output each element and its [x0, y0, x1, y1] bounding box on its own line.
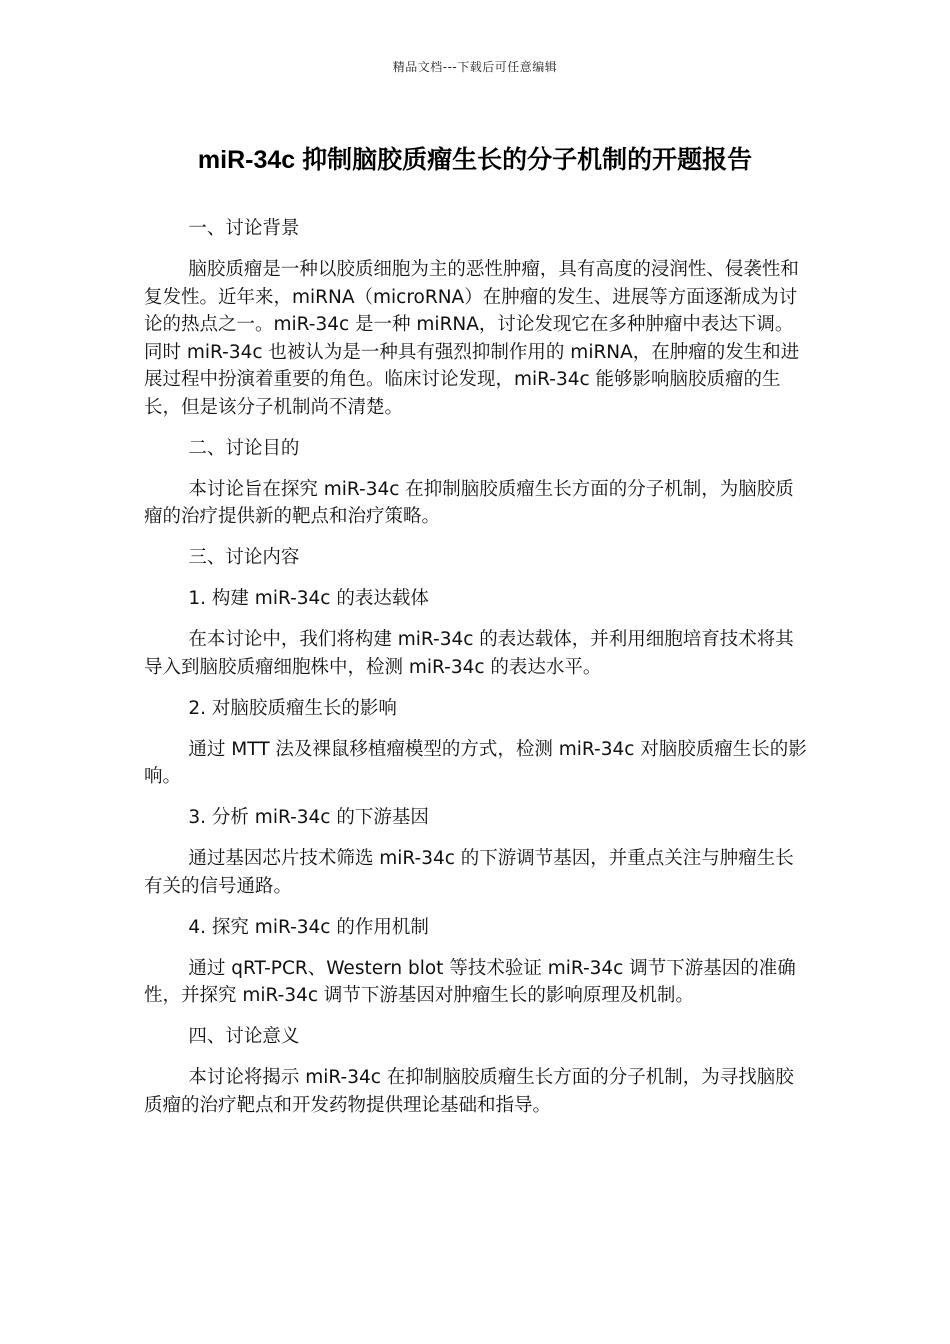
- document-title: miR-34c 抑制脑胶质瘤生长的分子机制的开题报告: [197, 146, 753, 174]
- section-heading-significance: 四、讨论意义: [188, 1026, 300, 1047]
- section-heading-content: 三、讨论内容: [188, 547, 300, 568]
- paragraph-subsection-3: 通过基因芯片技术筛选 miR-34c 的下游调节基因，并重点关注与肿瘤生长有关的信号通路。: [144, 848, 794, 897]
- document-body: [144, 215, 810, 1133]
- section-heading-purpose: 二、讨论目的: [188, 437, 300, 459]
- subsection-heading-1: 1. 构建 miR-34c 的表达载体: [188, 588, 429, 609]
- paragraph-significance: 本讨论将揭示 miR-34c 在抑制脑胶质瘤生长方面的分子机制，为寻找脑胶质瘤的治疗靶点和开发药物提供理论基础和指导。: [144, 1067, 794, 1116]
- page-header: 精品文档---下载后可任意编辑: [392, 60, 558, 74]
- subsection-heading-3: 3. 分析 miR-34c 的下游基因: [188, 807, 429, 828]
- paragraph-purpose: 本讨论旨在探究 miR-34c 在抑制脑胶质瘤生长方面的分子机制，为脑胶质瘤的治疗提供新的靶点和治疗策略。: [144, 478, 794, 527]
- paragraph-subsection-2: 通过 MTT 法及裸鼠移植瘤模型的方式，检测 miR-34c 对脑胶质瘤生长的影响。: [144, 738, 807, 787]
- subsection-heading-2: 2. 对脑胶质瘤生长的影响: [188, 697, 397, 719]
- paragraph-background: 脑胶质瘤是一种以胶质细胞为主的恶性肿瘤，具有高度的浸润性、侵袭性和复发性。近年来，miRNA（microRNA）在肿瘤的发生、进展等方面逐渐成为讨论的热点之一。miR-34c 是一种 miRNA，讨论发现它在多种肿瘤中表达下调。同时 miR-34c 也被认为是一种具有强烈抑制作用的 miRNA，在肿瘤的发生和进展过程中扮演着重要的角色。临床讨论发现，miR-34c 能够影响脑胶质瘤的生长，但是该分子机制尚不清楚。: [144, 259, 800, 418]
- section-heading-background: 一、讨论背景: [188, 218, 300, 239]
- paragraph-subsection-1: 在本讨论中，我们将构建 miR-34c 的表达载体，并利用细胞培育技术将其导入到脑胶质瘤细胞株中，检测 miR-34c 的表达水平。: [144, 629, 794, 678]
- subsection-heading-4: 4. 探究 miR-34c 的作用机制: [188, 916, 429, 938]
- paragraph-subsection-4: 通过 qRT-PCR、Western blot 等技术验证 miR-34c 调节下游基因的准确性，并探究 miR-34c 调节下游基因对肿瘤生长的影响原理及机制。: [144, 957, 796, 1006]
